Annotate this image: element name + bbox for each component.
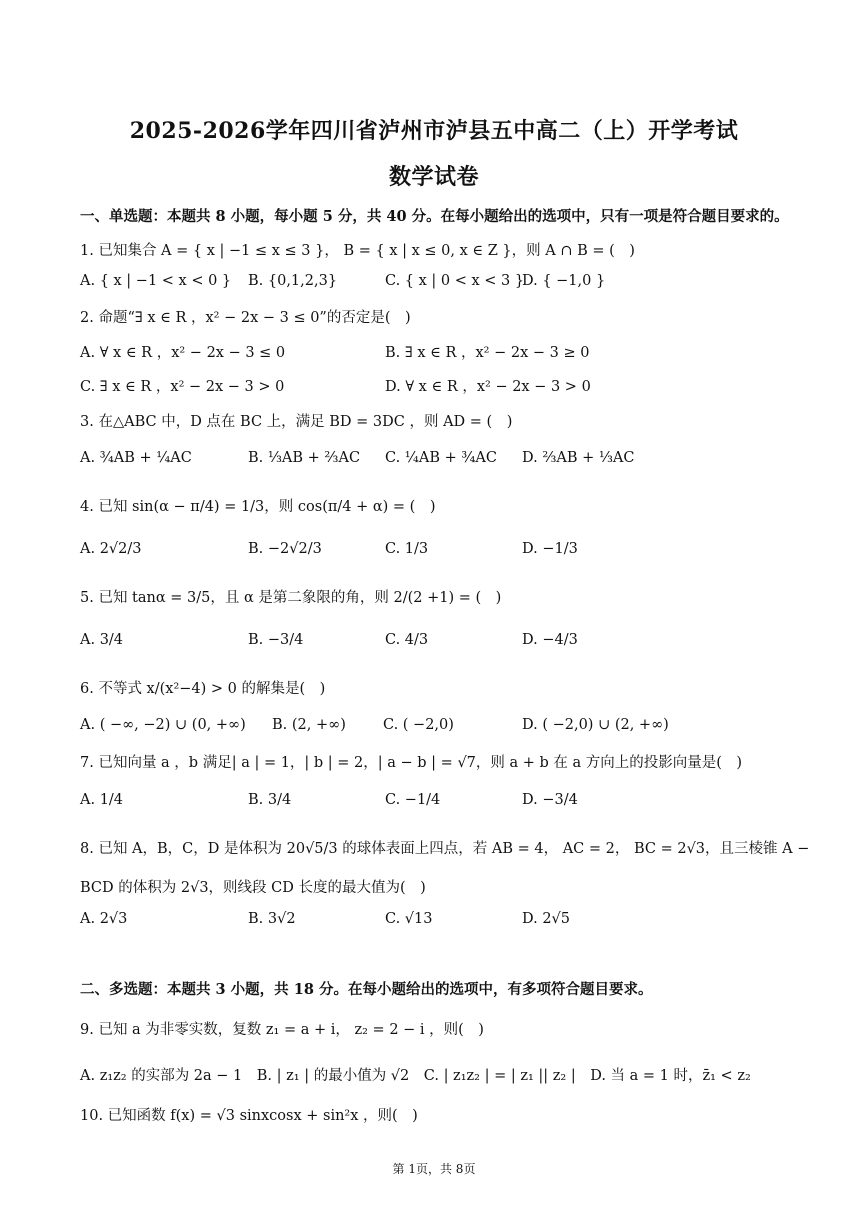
q6-option-d: D. ( −2,0) ∪ (2, +∞) (522, 717, 669, 733)
page-subtitle: 数学试卷 (388, 164, 479, 190)
q1-option-d: D. { −1,0 } (522, 273, 606, 289)
q3-option-c: C. ¼AB + ¾AC (385, 450, 497, 466)
q7-option-c: C. −1/4 (385, 792, 441, 808)
q8-option-d: D. 2√5 (522, 911, 571, 927)
question-3: 3. 在△ABC 中，D 点在 BC 上，满足 BD = 3DC ，则 AD = ( ) (80, 414, 513, 430)
q8-option-a: A. 2√3 (80, 911, 128, 927)
question-9: 9. 已知 a 为非零实数，复数 z₁ = a + i， z₂ = 2 − i ，则( ) (80, 1022, 484, 1038)
q6-option-a: A. ( −∞, −2) ∪ (0, +∞) (80, 717, 246, 733)
q1-option-a: A. { x | −1 < x < 0 } (80, 273, 232, 289)
question-6: 6. 不等式 x/(x²−4) > 0 的解集是( ) (80, 681, 326, 697)
q5-option-d: D. −4/3 (522, 632, 578, 648)
q6-option-b: B. (2, +∞) (272, 717, 346, 733)
q8-option-c: C. √13 (385, 911, 433, 927)
section-heading-multi-choice: 二、多选题：本题共 3 小题，共 18 分。在每小题给出的选项中，有多项符合题目要求。 (80, 981, 653, 998)
q1-option-c: C. { x | 0 < x < 3 } (385, 273, 525, 289)
q5-option-c: C. 4/3 (385, 632, 429, 648)
question-10: 10. 已知函数 f(x) = √3 sinxcosx + sin²x ，则( ) (80, 1108, 418, 1124)
q3-option-b: B. ⅓AB + ⅔AC (248, 450, 361, 466)
q6-option-c: C. ( −2,0) (383, 717, 454, 733)
q7-option-d: D. −3/4 (522, 792, 578, 808)
q2-option-b: B. ∃ x ∈ R ，x² − 2x − 3 ≥ 0 (385, 345, 590, 361)
q4-option-d: D. −1/3 (522, 541, 578, 557)
q5-option-b: B. −3/4 (248, 632, 304, 648)
q5-option-a: A. 3/4 (80, 632, 124, 648)
q7-option-b: B. 3/4 (248, 792, 292, 808)
q4-option-b: B. −2√2/3 (248, 541, 322, 557)
page-footer: 第 1页，共 8页 (392, 1162, 476, 1176)
q3-option-d: D. ⅔AB + ⅓AC (522, 450, 635, 466)
question-4: 4. 已知 sin(α − π/4) = 1/3，则 cos(π/4 + α) = ( ) (80, 499, 436, 515)
q7-option-a: A. 1/4 (80, 792, 124, 808)
section-heading-single-choice: 一、单选题：本题共 8 小题，每小题 5 分，共 40 分。在每小题给出的选项中，只有一项是符合题目要求的。 (80, 208, 789, 225)
question-7: 7. 已知向量 a ，b 满足| a | = 1，| b | = 2，| a − b | = √7，则 a + b 在 a 方向上的投影向量是( ) (80, 755, 743, 771)
q2-option-c: C. ∃ x ∈ R ，x² − 2x − 3 > 0 (80, 379, 285, 395)
q8-option-b: B. 3√2 (248, 911, 296, 927)
q4-option-c: C. 1/3 (385, 541, 429, 557)
question-1: 1. 已知集合 A = { x | −1 ≤ x ≤ 3 }， B = { x | x ≤ 0, x ∈ Z }，则 A ∩ B = ( ) (80, 243, 635, 259)
q2-option-d: D. ∀ x ∈ R ，x² − 2x − 3 > 0 (385, 379, 591, 395)
question-8: 8. 已知 A，B，C，D 是体积为 20√5/3 的球体表面上四点，若 AB = 4， AC = 2， BC = 2√3，且三棱锥 A − (80, 841, 810, 857)
q3-option-a: A. ¾AB + ¼AC (80, 450, 192, 466)
q4-option-a: A. 2√2/3 (80, 541, 142, 557)
question-2: 2. 命题“∃ x ∈ R ，x² − 2x − 3 ≤ 0”的否定是( ) (80, 310, 411, 326)
q2-option-a: A. ∀ x ∈ R ，x² − 2x − 3 ≤ 0 (80, 345, 286, 361)
question-5: 5. 已知 tanα = 3/5，且 α 是第二象限的角，则 2/(2 +1) = ( ) (80, 590, 502, 606)
q1-option-b: B. {0,1,2,3} (248, 273, 338, 289)
q9-options: A. z₁z₂ 的实部为 2a − 1 B. | z₁ | 的最小值为 √2 C. | z₁z₂ | = | z₁ || z₂ | D. 当 a = 1 时，z̄₁ < z₂ (80, 1068, 751, 1084)
question-8-cont: BCD 的体积为 2√3，则线段 CD 长度的最大值为( ) (80, 880, 426, 896)
page-title: 2025-2026学年四川省泸州市泸县五中高二（上）开学考试 (129, 118, 739, 144)
